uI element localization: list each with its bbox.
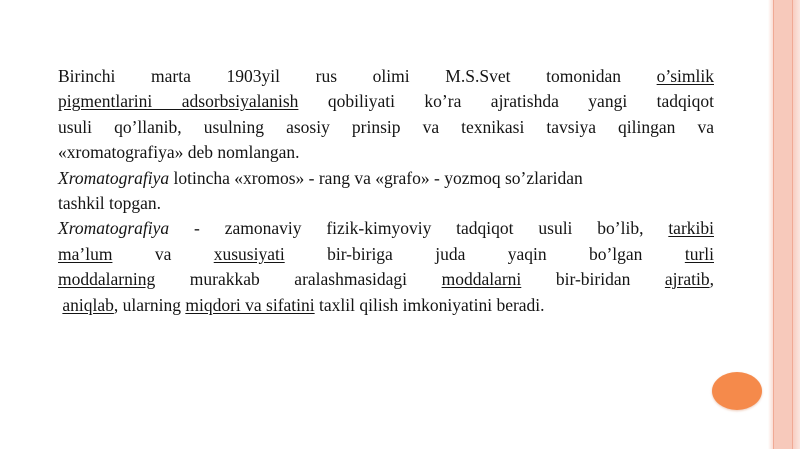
p3-underlined-moddalarning: moddalarning xyxy=(58,269,156,290)
p3-underlined-xususiyati: xususiyati xyxy=(213,243,285,264)
p3-underlined-moddalarni: moddalarni xyxy=(441,269,522,290)
p3-underlined-aniqlab: aniqlab xyxy=(62,294,114,315)
p3-text-2c: bir-biriga juda yaqin bo’lgan xyxy=(284,243,685,264)
p3-underlined-miqdori: miqdori va sifatini xyxy=(185,294,315,315)
p3-underlined-tarkibi: tarkibi xyxy=(668,218,714,239)
slide-body-text xyxy=(58,64,714,318)
p1-line-3: usuli qo’llanib, usulning asosiy prinsip va texnikasi tavsiya qilingan va xyxy=(58,116,714,137)
p1-text-2b: qobiliyati ko’ra ajratishda yangi tadqiqot xyxy=(298,91,714,112)
p1-line-4: «xromatografiya» deb nomlangan. xyxy=(58,142,300,163)
p3-underlined-ajratib: ajratib xyxy=(664,269,710,290)
p3-underlined-turli: turli xyxy=(684,243,714,264)
p1-text-1a: Birinchi marta 1903yil rus olimi M.S.Svet tomonidan xyxy=(58,66,657,86)
p1-underlined-pigmentlarini: pigmentlarini adsorbsiyalanish xyxy=(58,91,299,112)
p3-line-3 xyxy=(58,267,714,292)
p2-term-italic: Xromatografiya xyxy=(58,167,170,188)
p3-text-3c: bir-biridan xyxy=(521,269,665,290)
orange-circle-decoration xyxy=(712,372,762,410)
p3-line-4 xyxy=(58,293,714,318)
p3-text-2b: va xyxy=(112,243,214,264)
p3-term-italic: Xromatografiya xyxy=(58,218,170,239)
decorative-side-stripe xyxy=(768,0,800,449)
p2-text-1: lotincha «xromos» - rang va «grafo» - yozmoq so’zlaridan xyxy=(169,167,583,188)
p1-line-1 xyxy=(58,64,714,89)
p3-text-4c: taxlil qilish imkoniyatini beradi. xyxy=(314,294,545,315)
p3-line-2 xyxy=(58,242,714,267)
p2-line-2: tashkil topgan. xyxy=(58,193,162,214)
p3-underlined-malum: ma’lum xyxy=(58,243,113,264)
p3-text-4b: , ularning xyxy=(113,294,186,315)
decorative-side-stripe-inner xyxy=(773,0,793,449)
p3-line-1 xyxy=(58,216,714,241)
p2-line-1 xyxy=(58,166,714,191)
p3-text-3d: , xyxy=(709,269,714,290)
p3-text-1a: - zamonaviy fizik-kimyoviy tadqiqot usuli bo’lib, xyxy=(169,218,669,239)
p1-line-2 xyxy=(58,89,714,114)
p3-text-3b: murakkab aralashmasidagi xyxy=(155,269,442,290)
p1-underlined-osimlik: o’simlik xyxy=(656,66,714,86)
